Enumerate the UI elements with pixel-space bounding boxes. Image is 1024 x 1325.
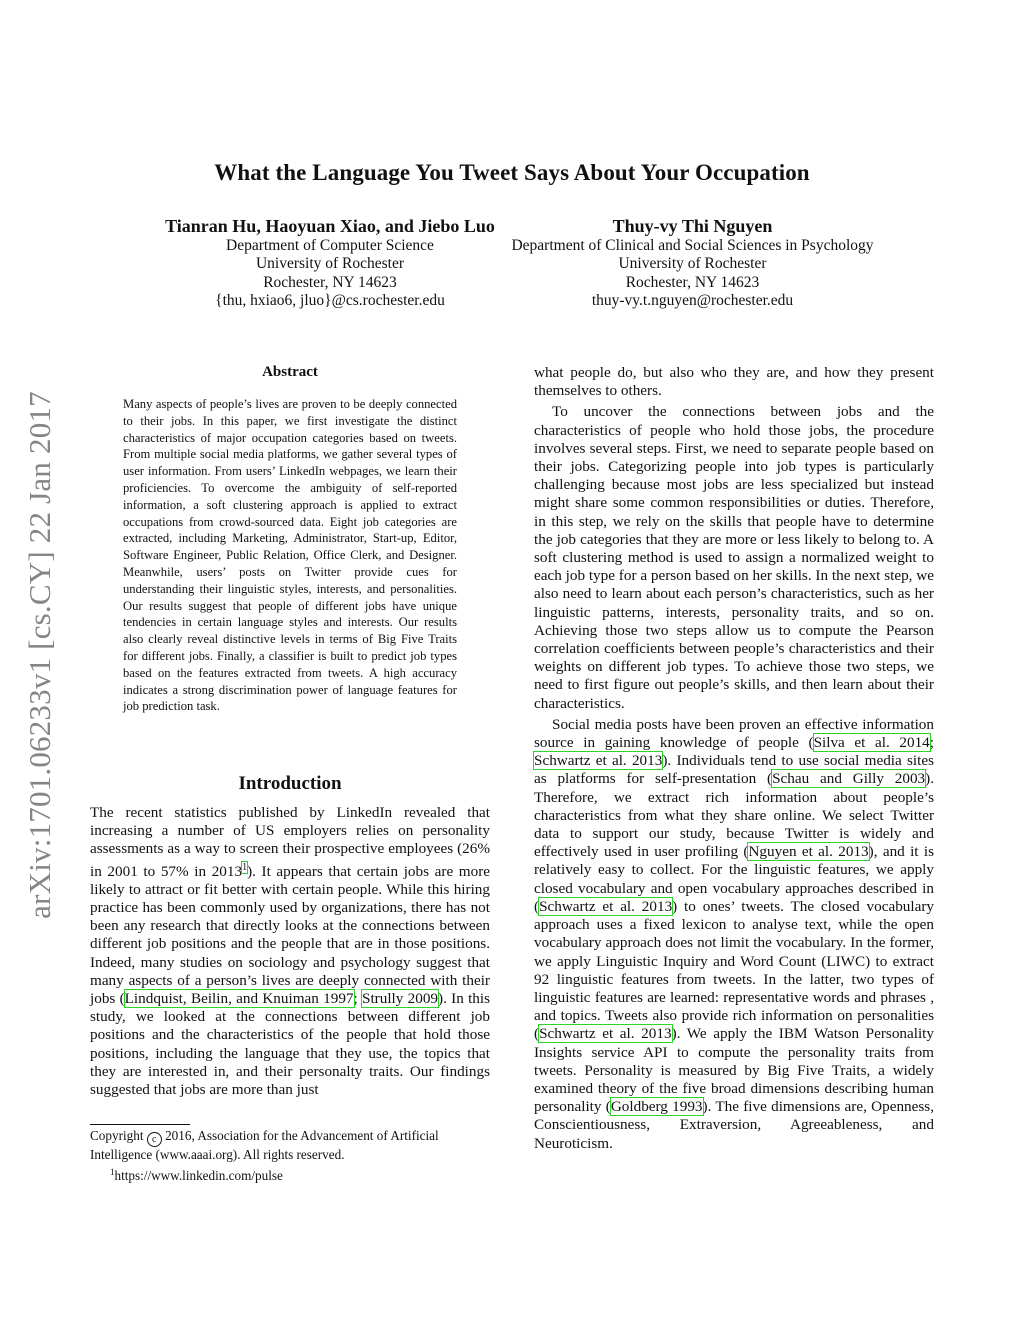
introduction-paragraph bbox=[90, 804, 490, 1099]
author-email: {thu, hxiao6, jluo}@cs.rochester.edu bbox=[215, 291, 445, 309]
author-block-left bbox=[130, 215, 530, 310]
author-names: Thuy-vy Thi Nguyen bbox=[612, 216, 773, 236]
footnote-link-1[interactable]: 1 bbox=[242, 861, 248, 873]
citation-separator: ; bbox=[353, 990, 363, 1008]
author-city: Rochester, NY 14623 bbox=[263, 273, 397, 291]
copyright-icon: c bbox=[147, 1132, 162, 1147]
citation-separator: ; bbox=[929, 734, 934, 752]
intro-text-3: ). In this study, we looked at the connections between different job positions and the characteristics of the people that hold those positions, including the language that they use, the topics that they are interested in, and their personalty traits. Our findings suggested that jobs are more than just bbox=[90, 990, 491, 1099]
author-university: University of Rochester bbox=[255, 255, 405, 273]
citation-silva-2014[interactable]: Silva et al. 2014 bbox=[813, 734, 930, 752]
citation-nguyen-2013[interactable]: Nguyen et al. 2013 bbox=[748, 843, 869, 861]
text-run: Social media posts have been proven an effective information source in gaining knowledge of people ( bbox=[534, 715, 934, 752]
author-university: University of Rochester bbox=[618, 255, 767, 273]
intro-text-2: ). It appears that certain jobs are more likely to attract or fit better with certain people. While this hiring practice has been commonly used by organizations, there has not been any research that directly looks at the connections between different job positions and the people that are in those positions. Indeed, many studies on sociology and psychology suggest that many aspects of a person’s lives are deeply connected with their jobs ( bbox=[90, 862, 490, 1008]
citation-schau-gilly-2003[interactable]: Schau and Gilly 2003 bbox=[772, 770, 926, 788]
copyright-label: Copyright bbox=[90, 1128, 144, 1143]
intro-text-1: The recent statistics published by LinkedIn revealed that increasing a number of US employers relies on personality assessments as a way to screen their prospective employees (26% in 2001 to 57% in 2013 bbox=[90, 804, 490, 880]
footnote-1 bbox=[90, 1164, 490, 1185]
text-run: ). Therefore, we extract rich information about people’s characteristics from what they share online. We select Twitter data to support our study, because Twitter is widely and effectively used in user profiling ( bbox=[534, 770, 935, 861]
abstract-body: Many aspects of people’s lives are proven to be deeply connected to their jobs. In this paper, we first investigate the distinct characteristics of major occupation categories based on tweets. From multiple social media platforms, we gather several types of user information. From users’ LinkedIn webpages, we learn their proficiencies. To overcome the ambiguity of self-reported information, a soft clustering approach is applied to extract occupations from crowd-sourced data. Eight job categories are extracted, including Marketing, Administrator, Start-up, Editor, Software Engineer, Public Relation, Office Clerk, and Designer. Meanwhile, users’ posts on Twitter provide cues for understanding their linguistic styles, interests, and personalities. Our results suggest that people of different jobs have unique tendencies in certain language styles and interests. Our results also clearly reveal distinctive levels in terms of Big Five Traits for different jobs. Finally, a classifier is built to predict job types based on the features extracted from tweets. A high accuracy indicates a strong discrimination power of language features for job prediction task. bbox=[123, 397, 457, 714]
right-column bbox=[534, 364, 934, 1153]
citation-schwartz-2013[interactable]: Schwartz et al. 2013 bbox=[539, 1025, 672, 1043]
arxiv-stamp-text: arXiv:1701.06233v1 [cs.CY] 22 Jan 2017 bbox=[22, 391, 57, 919]
abstract-heading: Abstract bbox=[262, 364, 318, 380]
author-block-right bbox=[480, 215, 905, 310]
author-department: Department of Computer Science bbox=[226, 237, 434, 254]
author-department: Department of Clinical and Social Sciences in Psychology bbox=[511, 237, 874, 254]
text-run: ). We apply the IBM Watson Personality Insights service API to compute the personality traits from tweets. Personality is measured by Big Five Traits, a widely examined theory of the five broad dimensions describing human personality ( bbox=[534, 1025, 934, 1116]
footnote-mark: 1 bbox=[110, 1166, 115, 1177]
text-run: ), and it is relatively easy to collect. For the linguistic features, we apply closed vocabulary and open vocabulary approaches described in ( bbox=[534, 843, 934, 915]
author-names: Tianran Hu, Haoyuan Xiao, and Jiebo Luo bbox=[165, 216, 495, 236]
text-run: ). The five dimensions are, Openness, Conscientiousness, Extraversion, Agreeableness, and Neuroticism. bbox=[534, 1098, 934, 1152]
citation-lindquist-1997[interactable]: Lindquist, Beilin, and Knuiman 1997 bbox=[124, 990, 354, 1008]
footnotes bbox=[90, 1128, 490, 1184]
footnote-divider bbox=[90, 1124, 190, 1125]
text-run: ) to ones’ tweets. The closed vocabulary approach uses a fixed lexicon to analyse text, while the open vocabulary approach does not limit the vocabulary. In the former, we apply Linguistic Inquiry and Word Count (LIWC) to extract 92 linguistic features from tweets. In the latter, two types of linguistic features are learned: representative words and phrases , and topics. Tweets also provide rich information on personalities ( bbox=[534, 897, 935, 1043]
copyright-notice bbox=[90, 1128, 490, 1164]
introduction-heading: Introduction bbox=[238, 773, 342, 794]
citation-schwartz-2013[interactable]: Schwartz et al. 2013 bbox=[539, 897, 673, 915]
author-city: Rochester, NY 14623 bbox=[625, 273, 760, 291]
citation-strully-2009[interactable]: Strully 2009 bbox=[362, 990, 439, 1008]
copyright-text: 2016, Association for the Advancement of Artificial Intelligence (www.aaai.org). All rights reserved. bbox=[90, 1128, 439, 1162]
paragraph-social-media bbox=[534, 716, 934, 1153]
text-run: ). Individuals tend to use social media sites as platforms for self-presentation ( bbox=[534, 752, 934, 788]
author-email: thuy-vy.t.nguyen@rochester.edu bbox=[591, 291, 794, 309]
citation-schwartz-2013[interactable]: Schwartz et al. 2013 bbox=[534, 752, 663, 770]
paragraph-procedure: To uncover the connections between jobs and the characteristics of people who hold those jobs, the procedure involves several steps. First, we need to separate people based on their jobs. Categorizing people into job types is particularly challenging because most jobs are less specialized but instead might share some common responsibilities or duties. Therefore, in this step, we rely on the skills that people have to determine the job categories that they are more or less likely to belong to. A soft clustering method is used to assign a normalized weight to each job type for a person based on her skills. In the next step, we also need to learn about each person’s characteristics, such as her linguistic patterns, interests, personality traits, and so on. Achieving those two steps allow us to compute the Pearson correlation coefficients between people’s characteristics and their weights on different job types. To achieve those two steps, we need to first figure out people’s skills, and then learn about their characteristics. bbox=[534, 403, 934, 712]
paragraph-continuation: what people do, but also who they are, and how they present themselves to others. bbox=[534, 364, 934, 400]
footnote-url[interactable]: https://www.linkedin.com/pulse bbox=[114, 1167, 283, 1183]
citation-goldberg-1993[interactable]: Goldberg 1993 bbox=[610, 1098, 703, 1116]
paper-title: What the Language You Tweet Says About Your Occupation bbox=[214, 160, 810, 185]
